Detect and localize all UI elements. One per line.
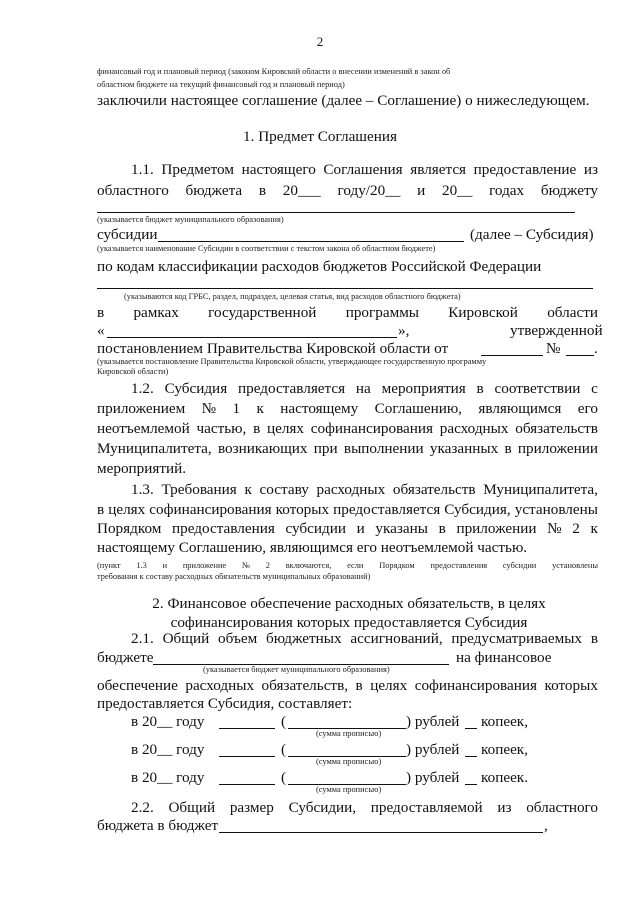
number-sign: № bbox=[546, 340, 561, 357]
p13-line4: настоящему Соглашению, являющимся его неотъемлемой частью. bbox=[97, 539, 528, 556]
p22-line2: бюджета в бюджет bbox=[97, 817, 219, 834]
year-prefix: в 20__ году bbox=[131, 713, 205, 730]
amount-note: (сумма прописью) bbox=[316, 785, 382, 794]
blank-resolution-date[interactable] bbox=[481, 355, 543, 356]
rubles-label: ) рублей bbox=[406, 769, 460, 786]
p12-line1: 1.2. Субсидия предоставляется на мероприятия в соответствии с bbox=[131, 380, 598, 397]
p21-line3: обеспечение расходных обязательств, в целях софинансирования которых bbox=[97, 677, 598, 694]
rubles-label: ) рублей bbox=[406, 713, 460, 730]
program-line: в рамках государственной программы Кировской области bbox=[97, 304, 598, 321]
p22-line1: 2.2. Общий размер Субсидии, предоставляемой из областного bbox=[131, 799, 598, 816]
p21-line4: предоставляется Субсидия, составляет: bbox=[97, 695, 353, 712]
approved-word: утвержденной bbox=[510, 322, 603, 339]
blank-budget-3[interactable] bbox=[219, 832, 543, 833]
p11-line2: областного бюджета в 20___ году/20__ и 20__ годах бюджету bbox=[97, 182, 598, 199]
resolution-dot: . bbox=[594, 340, 598, 357]
subsidy-tail: (далее – Субсидия) bbox=[470, 226, 594, 243]
note-subsidy: (указывается наименование Субсидии в соответствии с текстом закона об областном бюджете) bbox=[97, 244, 436, 253]
page-number: 2 bbox=[316, 34, 324, 49]
kopecks-label: копеек. bbox=[481, 769, 528, 786]
blank-subsidy-name[interactable] bbox=[158, 241, 464, 242]
p21-line1: 2.1. Общий объем бюджетных ассигнований, предусматриваемых в bbox=[131, 630, 598, 647]
codes-line: по кодам классификации расходов бюджетов Российской Федерации bbox=[97, 258, 542, 275]
note-resolution-2: Кировской области) bbox=[97, 367, 169, 376]
blank-codes-line[interactable] bbox=[97, 288, 593, 289]
header-note-line2: областном бюджете на текущий финансовый год и плановый период) bbox=[97, 80, 345, 89]
open-paren: ( bbox=[281, 713, 287, 730]
resolution-text: постановлением Правительства Кировской области от bbox=[97, 340, 449, 357]
amount-note: (сумма прописью) bbox=[316, 729, 382, 738]
blank-kopecks[interactable] bbox=[465, 756, 477, 757]
section2-title-line1: 2. Финансовое обеспечение расходных обязательств, в целях bbox=[152, 595, 546, 612]
year-prefix: в 20__ году bbox=[131, 769, 205, 786]
section1-title: 1. Предмет Соглашения bbox=[243, 128, 397, 145]
kopecks-label: копеек, bbox=[481, 713, 528, 730]
p12-line5: мероприятий. bbox=[97, 460, 187, 477]
blank-resolution-number[interactable] bbox=[566, 355, 594, 356]
note-resolution-1: (указывается постановление Правительства Кировской области, утверждающее государственную программу bbox=[97, 357, 487, 366]
header-note-line1: финансовый год и плановый период (законом Кировской области о внесении изменений в закон об bbox=[97, 67, 451, 76]
note-codes: (указываются код ГРБС, раздел, подраздел, целевая статья, вид расходов областного бюджета) bbox=[124, 292, 461, 301]
intro-line: заключили настоящее соглашение (далее – Соглашение) о нижеследующем. bbox=[97, 92, 590, 109]
open-paren: ( bbox=[281, 741, 287, 758]
blank-kopecks[interactable] bbox=[465, 784, 477, 785]
p11-line1: 1.1. Предметом настоящего Соглашения является предоставление из bbox=[131, 161, 598, 178]
blank-year-amount[interactable] bbox=[219, 756, 275, 757]
rubles-label: ) рублей bbox=[406, 741, 460, 758]
open-paren: ( bbox=[281, 769, 287, 786]
p13-line2: в целях софинансирования которых предоставляется Субсидия, установлены bbox=[97, 501, 598, 518]
p13-note-line2: требования к составу расходных обязательств муниципальных образований) bbox=[97, 572, 371, 581]
budget-word: бюджете bbox=[97, 649, 154, 666]
p13-note-line1: (пункт 1.3 и приложение № 2 включаются, если Порядком предоставления субсидии установлены bbox=[97, 561, 598, 570]
section2-title-line2: софинансирования которых предоставляется Субсидия bbox=[170, 614, 528, 631]
note-budget-2: (указывается бюджет муниципального образования) bbox=[203, 665, 390, 674]
blank-budget-line[interactable] bbox=[97, 212, 575, 213]
year-prefix: в 20__ году bbox=[131, 741, 205, 758]
blank-program-name[interactable] bbox=[107, 337, 397, 338]
subsidy-word: субсидии bbox=[97, 226, 158, 243]
p22-tail: , bbox=[544, 817, 548, 834]
blank-kopecks[interactable] bbox=[465, 728, 477, 729]
note-budget: (указывается бюджет муниципального образования) bbox=[97, 215, 284, 224]
quote-open: « bbox=[97, 322, 105, 339]
p13-line1: 1.3. Требования к составу расходных обязательств Муниципалитета, bbox=[131, 481, 598, 498]
p12-line3: неотъемлемой частью, в целях софинансирования расходных обязательств bbox=[97, 420, 598, 437]
amount-note: (сумма прописью) bbox=[316, 757, 382, 766]
blank-year-amount[interactable] bbox=[219, 784, 275, 785]
budget-tail: на финансовое bbox=[456, 649, 552, 666]
p12-line4: Муниципалитета, возникающих при выполнении указанных в приложении bbox=[97, 440, 598, 457]
p13-line3: Порядком предоставления субсидии и указаны в приложении № 2 к bbox=[97, 520, 598, 537]
blank-year-amount[interactable] bbox=[219, 728, 275, 729]
quote-close: », bbox=[398, 322, 410, 339]
kopecks-label: копеек, bbox=[481, 741, 528, 758]
p12-line2: приложением № 1 к настоящему Соглашению, являющимся его bbox=[97, 400, 598, 417]
